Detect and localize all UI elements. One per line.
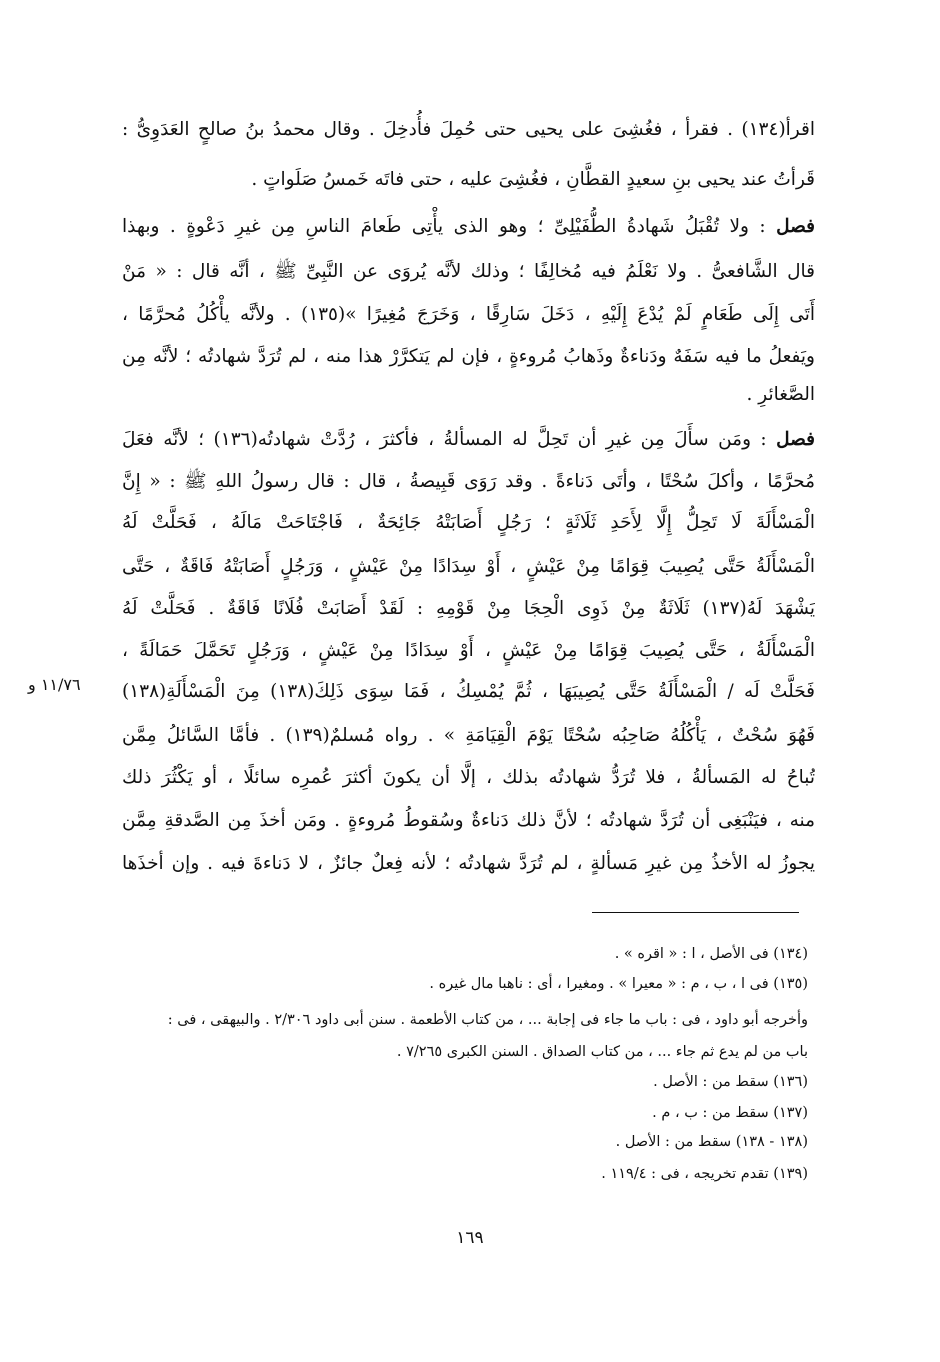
footnote-separator <box>592 912 799 913</box>
page-number: ١٦٩ <box>456 1228 484 1248</box>
footnote: (١٣٥) فى ا ، ب ، م : « معيرا » . ومغيرا ، أى : ناهبا مال غيره . <box>429 976 808 992</box>
text-line: الْمَسْأَلَةُ حَتَّى يُصِيبَ قِوَامًا مِنْ عَيْشٍ ، أَوْ سِدَادًا مِنْ عَيْشٍ ، وَرَجُلٍ أَصَابَتْهُ فَاقَةٌ ، حَتَّى <box>122 556 815 577</box>
text-line: اقرأ(١٣٤) . فقرأ ، فغُشِىَ على يحيى حتى حُمِلَ فأُدخِلَ . وقال محمدُ بنُ صالحٍ العَدَوِىُّ : <box>122 119 815 140</box>
text-line: أَتَى إِلَى طَعَامٍ لَمْ يُدْعَ إِلَيْهِ ، دَخَلَ سَارِقًا ، وَخَرَجَ مُغِيرًا »(١٣٥) . ولأنَّه يأْكُلُ مُحرَّمًا ، <box>122 304 815 325</box>
text-line: الْمَسْأَلَةُ ، حَتَّى يُصِيبَ قِوَامًا مِنْ عَيْشٍ ، أَوْ سِدَادًا مِنْ عَيْشٍ ، وَرَجُلٍ تَحَمَّلَ حَمَالَةً ، <box>122 640 815 661</box>
text-line: مُحرَّمًا ، وأكلَ سُحْتًا ، وأتَى دَناءةً . وقد رَوَى قَبِيصةُ ، قال : قال رسولُ اللهِ ﷺ : « إِنَّ <box>122 471 815 492</box>
text-line: يَشْهَدَ لَهُ(١٣٧) ثَلَاثَةٌ مِنْ ذَوِى الْحِجَا مِنْ قَوْمِهِ : لَقَدْ أَصَابَتْ فُلَانًا فَاقَةٌ . فَحَلَّتْ لَهُ <box>122 598 815 619</box>
text-line: فَحَلَّتْ لَه / الْمَسْأَلَةُ حَتَّى يُصِيبَهَا ، ثُمَّ يُمْسِكُ ، فَمَا سِوَى ذَلِكَ(١٣٨) مِنَ الْمَسْأَلَةِ(١٣٨) <box>122 681 815 702</box>
section-label: فصل <box>776 216 815 237</box>
text-line: تُباحُ له المَسألةُ ، فلا تُرَدُّ شهادتُه بذلك ، إلَّا أن يكونَ أكثرَ عُمرِه سائلًا ، أو يَكْثُرَ ذلك <box>122 767 815 788</box>
text-line: الْمَسْأَلَةَ لَا تَحِلُّ إِلَّا لِأَحَدِ ثَلَاثَةٍ ؛ رَجُلٍ أَصَابَتْهُ جَائِحَةٌ ، فَاجْتَاحَتْ مَالَهُ ، فَحَلَّتْ لَهُ <box>122 512 815 533</box>
text-line: قال الشَّافعىُّ . ولا نَعْلَمُ فيه مُخالِفًا ؛ وذلك لأنَّه يُروَى عن النَّبِىِّ ﷺ ، أنَّه قال : « مَنْ <box>122 261 815 282</box>
margin-folio-note: ١١/٧٦ و <box>28 675 81 694</box>
footnote: (١٣٦) سقط من : الأصل . <box>653 1074 808 1090</box>
footnote: (١٣٧) سقط من : ب ، م . <box>652 1105 808 1121</box>
footnote: (١٣٤) فى الأصل ، ا : « اقره » . <box>614 946 808 962</box>
section-label: فصل <box>776 429 815 450</box>
footnote: باب من لم يدع ثم جاء ... ، من كتاب الصداق . السنن الكبرى ٧/٢٦٥ . <box>396 1044 808 1060</box>
section-line: فصل : ولا تُقْبَلُ شَهادةُ الطُّفَيْلِىِّ ؛ وهو الذى يأْتِى طَعامَ الناسِ مِن غيرِ دَعْوةٍ . وبهذا <box>122 216 815 237</box>
text-line: فَهُوَ سُحْتٌ ، يَأْكُلُهُ صَاحِبُه سُحْتًا يَوْمَ الْقِيَامَةِ » . رواه مُسلمٌ(١٣٩) . فأمَّا السَّائلُ مِمَّن <box>122 725 815 746</box>
section-line: فصل : ومَن سأَلَ مِن غيرِ أن تَحِلَّ له المسألةُ ، فأكثرَ ، رُدَّتْ شهادتُه(١٣٦) ؛ لأنَّه فعَلَ <box>122 429 815 450</box>
footnote: (١٣٩) تقدم تخريجه ، فى : ١١٩/٤ . <box>601 1166 808 1182</box>
text-line: يجوزُ له الأخذُ مِن غيرِ مَسألةٍ ، لم تُرَدَّ شهادتُه ؛ لأنه فِعلٌ جائزٌ ، لا دَناءةَ فيه . وإن أخذَها <box>122 853 815 874</box>
footnote: (١٣٨ - ١٣٨) سقط من : الأصل . <box>615 1134 808 1150</box>
footnote: وأخرجه أبو داود ، فى : باب ما جاء فى إجابة ... ، من كتاب الأطعمة . سنن أبى داود ٢/٣٠٦ . والبيهقى ، فى : <box>167 1012 808 1028</box>
text-line: قَرأتُ عند يحيى بنِ سعيدٍ القطَّانِ ، فغُشِىَ عليه ، حتى فاتَه خَمسُ صَلَواتٍ . <box>251 169 815 190</box>
text-line: منه ، فيَنْبَغِى أن تُرَدَّ شهادتُه ؛ لأنَّ ذلك دَناءةٌ وسُقوطُ مُروءةٍ . ومَن أخذَ مِن الصَّدقةِ مِمَّن <box>122 810 815 831</box>
text-line: ويَفعلُ ما فيه سَفَهٌ ودَناءةٌ وذَهابُ مُروءةٍ ، فإن لم يَتكرَّرْ هذا منه ، لم تُرَدَّ شهادتُه ؛ لأنَّه مِن <box>122 346 815 367</box>
text-line: الصَّغائرِ . <box>746 384 815 405</box>
